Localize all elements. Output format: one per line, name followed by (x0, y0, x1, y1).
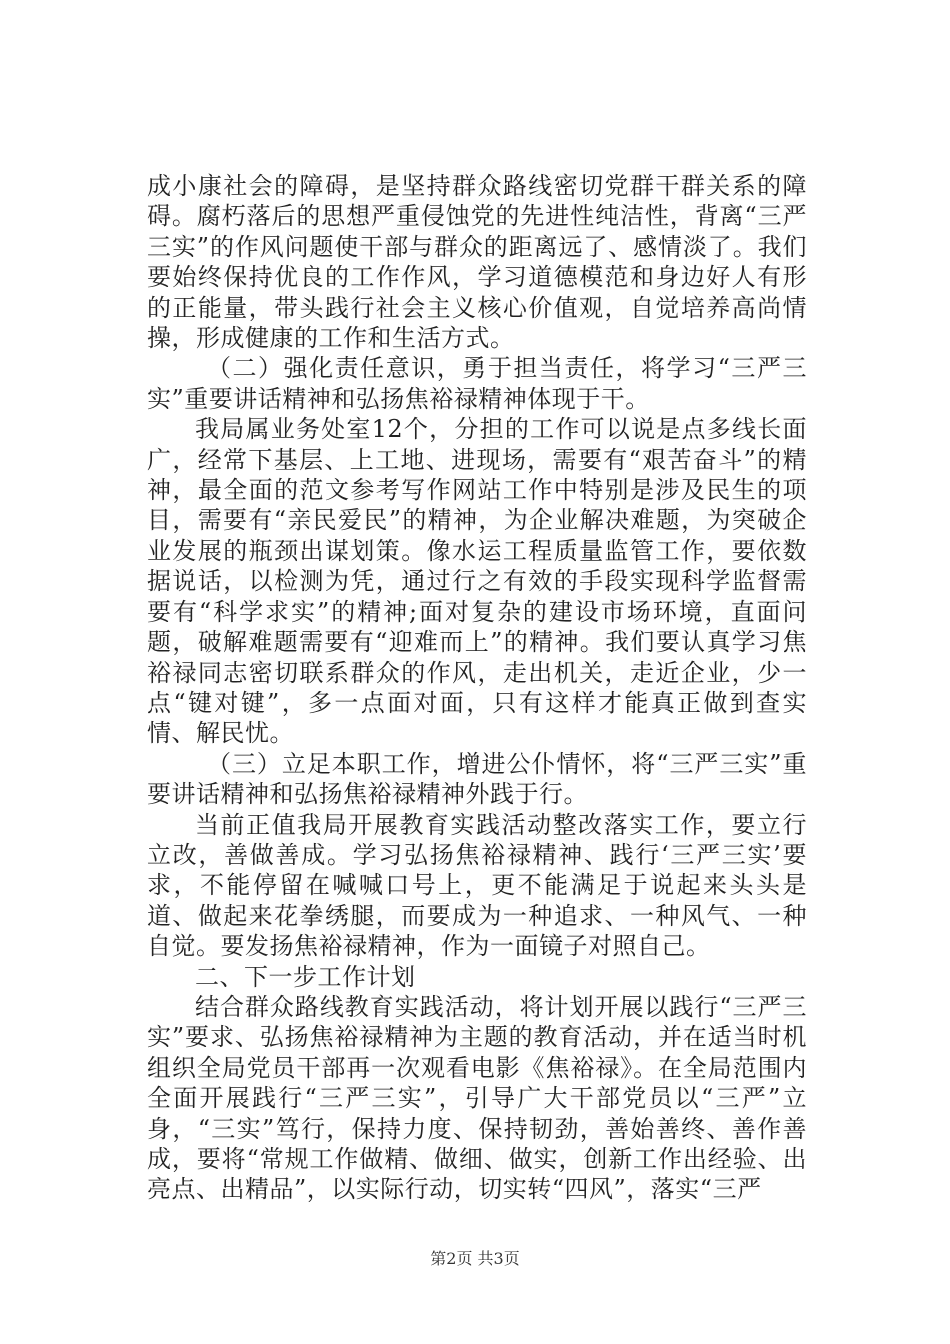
paragraph-business-offices: 我局属业务处室12个，分担的工作可以说是点多线长面广，经常下基层、上工地、进现场，需要有“艰苦奋斗”的精神，最全面的范文参考写作网站工作中特别是涉及民生的项目，需要有“亲民爱民”的精神，为企业解决难题，为突破企业发展的瓶颈出谋划策。像水运工程质量监管工作，要依数据说话，以检测为凭，通过行之有效的手段实现科学监督需要有“科学求实”的精神;面对复杂的建设市场环境，直面问题，破解难题需要有“迎难而上”的精神。我们要认真学习焦裕禄同志密切联系群众的作风，走出机关，走近企业，少一点“键对键”，多一点面对面，只有这样才能真正做到查实情、解民忧。 (147, 415, 807, 748)
paragraph-continuation: 成小康社会的障碍，是坚持群众路线密切党群干群关系的障碍。腐朽落后的思想严重侵蚀党的先进性纯洁性，背离“三严三实”的作风问题使干部与群众的距离远了、感情淡了。我们要始终保持优良的工作作风，学习道德模范和身边好人有形的正能量，带头践行社会主义核心价值观，自觉培养高尚情操，形成健康的工作和生活方式。 (147, 172, 807, 353)
document-body (147, 171, 807, 1205)
paragraph-plan-details: 结合群众路线教育实践活动，将计划开展以践行“三严三实”要求、弘扬焦裕禄精神为主题的教育活动，并在适当时机组织全局党员干部再一次观看电影《焦裕禄》。在全局范围内全面开展践行“三严三实”，引导广大干部党员以“三严”立身，“三实”笃行，保持力度、保持韧劲，善始善终、善作善成，要将“常规工作做精、做细、做实，创新工作出经验、出亮点、出精品”，以实际行动，切实转“四风”，落实“三严 (147, 992, 807, 1204)
section-heading-next-plan: 二、下一步工作计划 (195, 962, 416, 991)
section-heading-two: （二）强化责任意识，勇于担当责任，将学习“三严三实”重要讲话精神和弘扬焦裕禄精神体现于干。 (147, 354, 807, 413)
page-number-footer: 第2页 共3页 (430, 1249, 520, 1268)
section-heading-three: （三）立足本职工作，增进公仆情怀，将“三严三实”重要讲话精神和弘扬焦裕禄精神外践于行。 (147, 749, 807, 809)
paragraph-rectification: 当前正值我局开展教育实践活动整改落实工作，要立行立改，善做善成。学习弘扬焦裕禄精神、践行‘三严三实’要求，不能停留在喊喊口号上，更不能满足于说起来头头是道、做起来花拳绣腿，而要成为一种追求、一种风气、一种自觉。要发扬焦裕禄精神，作为一面镜子对照自己。 (147, 810, 807, 961)
